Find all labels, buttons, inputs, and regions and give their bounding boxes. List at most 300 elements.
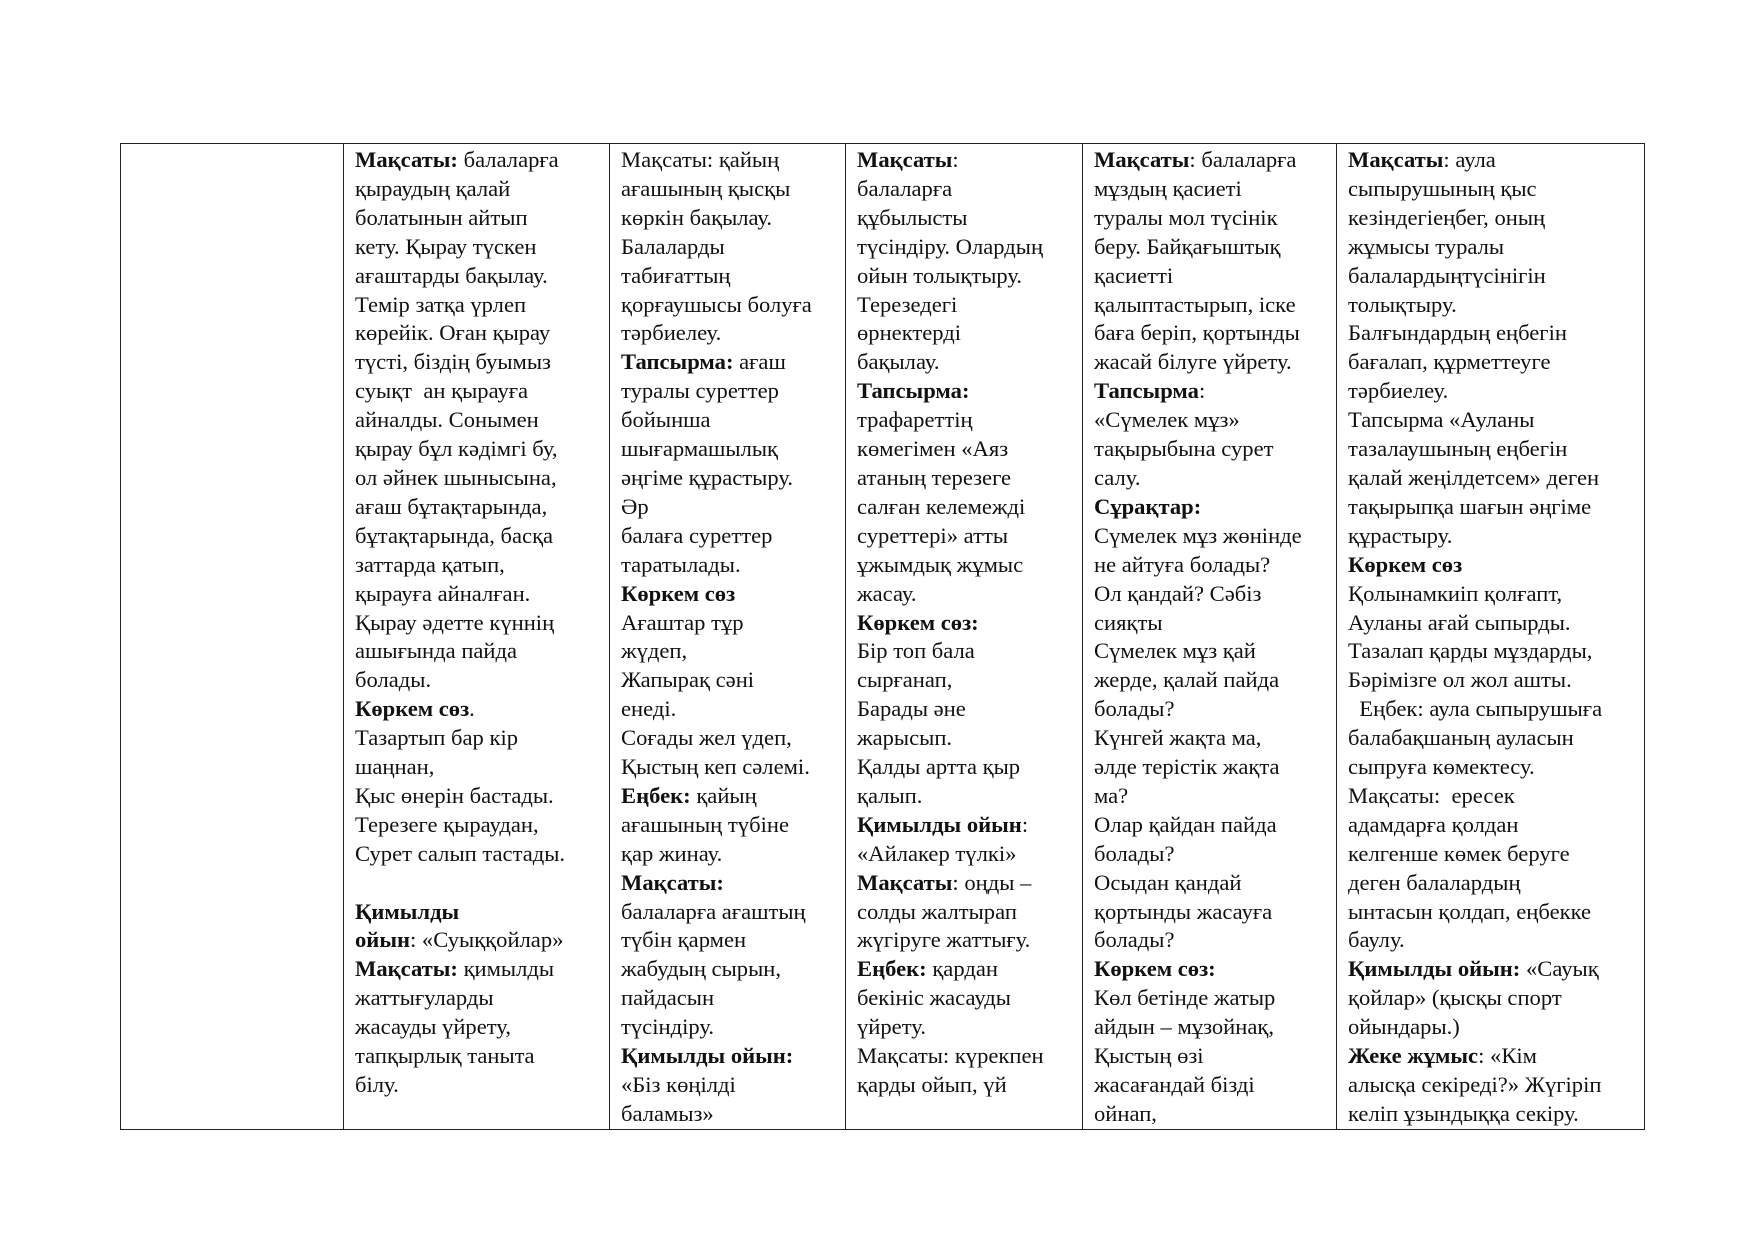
text-line [621,637,839,666]
text-segment: айдын – мұзойнақ, [1094,1014,1274,1040]
text-segment: ойын толықтыру. [857,262,1023,288]
bold-label: Қимылды ойын: [621,1043,794,1069]
text-segment: трафареттің [857,407,973,433]
text-segment: сыпруға көмектесу. [1348,754,1535,780]
text-line [621,724,839,753]
text-line [1094,435,1330,464]
text-line [1094,695,1330,724]
text-segment: Сурет салып тастады. [355,840,566,866]
text-line [1094,840,1330,869]
text-line [621,898,839,927]
text-line [621,580,839,609]
text-line [621,493,839,522]
text-line [857,955,1076,984]
text-segment: жасай білуге үйрету. [1094,349,1292,375]
text-segment: сырғанап, [857,667,953,693]
text-line [1348,753,1638,782]
text-line [1094,175,1330,204]
text-segment: ағашының қысқы [621,175,791,201]
text-line [1348,522,1638,551]
text-segment: Қырау әдетте күннің [355,609,555,635]
text-segment: Барады әне [857,696,966,722]
text-line [1348,926,1638,955]
text-segment: Тапсырма «Ауланы [1348,407,1535,433]
text-segment: мұздың қасиеті [1094,175,1242,201]
text-segment: . [469,696,475,722]
text-line [1094,811,1330,840]
text-line [1348,1013,1638,1042]
text-line [857,175,1076,204]
bold-label: Мақсаты: [621,869,724,895]
text-line [1348,175,1638,204]
text-segment: Ол қандай? Сәбіз [1094,580,1262,606]
text-line [1348,233,1638,262]
text-line [621,1071,839,1100]
text-line [355,898,603,927]
text-line [1094,609,1330,638]
text-segment: жүгіруге жаттығу. [857,927,1031,953]
text-line [355,1013,603,1042]
text-segment: сыпырушының қыс [1348,175,1537,201]
text-line [857,348,1076,377]
table-cell [1083,144,1337,1130]
text-line [355,348,603,377]
text-line [1348,637,1638,666]
lesson-plan-table [120,143,1645,1130]
text-line [621,204,839,233]
text-segment: «Айлакер түлкі» [857,840,1017,866]
bold-label: Тапсырма [1094,378,1199,404]
text-segment: Сүмелек мұз қай [1094,638,1256,664]
text-segment: деген балалардың [1348,869,1521,895]
bold-label: Мақсаты [1094,147,1190,172]
text-segment: Ағаштар тұр [621,609,744,635]
text-line [355,637,603,666]
text-segment: ынтасын қолдап, еңбекке [1348,898,1592,924]
text-segment: Олар қайдан пайда [1094,811,1277,837]
text-line [857,1013,1076,1042]
text-segment: атаның терезеге [857,464,1012,490]
text-segment: қыраудың қалай [355,175,511,201]
bold-label: Еңбек: [857,956,927,982]
text-segment: Тазалап қарды мұздарды, [1348,638,1593,664]
text-segment: жасау. [857,580,917,606]
text-segment: қарды ойып, үй [857,1072,1007,1097]
text-segment: Балаларды [621,233,725,259]
text-line [621,926,839,955]
text-segment: айналды. Сонымен [355,407,539,433]
bold-label: Сұрақтар: [1094,493,1202,519]
text-segment: баламыз» [621,1100,714,1126]
text-segment: «Сүмелек мұз» [1094,407,1240,433]
table-cell [344,144,610,1130]
text-segment: құрастыру. [1348,522,1453,548]
text-segment: жерде, қалай пайда [1094,667,1280,693]
text-line [857,782,1076,811]
text-segment: Тазартып бар кір [355,725,519,751]
text-segment: болады? [1094,927,1175,953]
text-segment: Бір топ бала [857,638,975,664]
text-line [857,753,1076,782]
text-segment: Мақсаты: күрекпен [857,1043,1044,1069]
text-line [857,724,1076,753]
text-line [1348,1042,1638,1071]
text-line [857,898,1076,927]
text-line [355,551,603,580]
text-segment: ойнап, [1094,1100,1157,1126]
text-line [1348,1071,1638,1100]
text-segment: Әр [621,493,649,519]
text-segment: Терезедегі [857,291,958,317]
text-segment: шығармашылық [621,436,779,462]
text-segment: қортынды жасауға [1094,898,1273,924]
bold-label: Тапсырма: [621,349,734,375]
text-segment: суықт ан қырауға [355,378,529,404]
text-line [857,666,1076,695]
text-line [857,493,1076,522]
bold-label: Мақсаты: [355,147,458,172]
text-line [621,522,839,551]
text-segment: көмегімен «Аяз [857,436,1009,462]
text-line [621,984,839,1013]
text-line [1348,348,1638,377]
empty-cell [121,144,344,1130]
text-line [1094,637,1330,666]
text-segment: «Сауық [1520,956,1599,982]
text-segment: түсіндіру. Олардың [857,233,1044,259]
bold-label: Мақсаты [857,869,953,895]
text-line [621,1013,839,1042]
text-line [621,233,839,262]
text-segment: балалардыңтүсінігін [1348,262,1546,288]
text-line [1094,406,1330,435]
text-segment: келгенше көмек беруге [1348,840,1570,866]
text-segment: : оңды – [952,869,1032,895]
bold-label: Қимылды [355,898,460,924]
text-segment: солды жалтырап [857,898,1017,924]
bold-label: Қимылды ойын [857,811,1022,837]
text-segment: : «Кім [1478,1043,1537,1069]
text-line [355,175,603,204]
text-segment: алысқа секіреді?» Жүгіріп [1348,1072,1602,1097]
text-line [1094,319,1330,348]
text-segment: кезіндегіеңбег, оның [1348,204,1546,230]
text-segment: табиғаттың [621,262,731,288]
text-line [621,348,839,377]
text-segment: Соғады жел үдеп, [621,725,792,751]
text-line [621,609,839,638]
text-segment: тазалаушының еңбегін [1348,436,1568,462]
text-segment: Қалды артта қыр [857,754,1021,780]
text-line [857,551,1076,580]
text-segment: өрнектерді [857,320,962,346]
text-line [857,233,1076,262]
text-segment: қалай жеңілдетсем» деген [1348,464,1600,490]
bold-label: Көркем сөз: [1094,956,1216,982]
text-segment: бағалап, құрметтеуге [1348,349,1551,375]
text-segment: әлде терістік жақта [1094,754,1280,780]
text-line [1094,464,1330,493]
text-line [857,840,1076,869]
text-segment: болатынын айтып [355,204,528,230]
text-segment: Балғындардың еңбегін [1348,320,1567,346]
text-line [857,262,1076,291]
text-line [355,926,603,955]
text-line [355,955,603,984]
text-segment: көрейік. Оған қырау [355,320,551,346]
text-segment: бекініс жасауды [857,985,1011,1011]
text-line [355,291,603,320]
text-segment: адамдарға қолдан [1348,811,1519,837]
text-segment: «Біз көңілді [621,1072,736,1097]
text-line [857,319,1076,348]
text-segment: Осыдан қандай [1094,869,1242,895]
text-line [355,1071,603,1100]
text-line [355,666,603,695]
text-segment: ашығында пайда [355,638,518,664]
text-segment: ма? [1094,782,1129,808]
text-line [1348,782,1638,811]
text-segment: не айтуға болады? [1094,551,1271,577]
bold-label: Тапсырма: [857,378,970,404]
text-line [1348,666,1638,695]
text-line [1348,869,1638,898]
text-line [355,464,603,493]
text-segment: ағашының түбіне [621,811,789,837]
text-segment: тапқырлық танытa [355,1043,535,1069]
text-segment: ағаш бұтақтарында, [355,493,548,519]
table-row [121,144,1645,1130]
text-line [1348,319,1638,348]
text-segment: баулу. [1348,927,1405,953]
text-line [857,522,1076,551]
table-cell [1337,144,1645,1130]
text-segment: қайың [690,782,757,808]
text-segment: жаттығуларды [355,985,494,1011]
text-line [355,695,603,724]
text-line [1094,1100,1330,1129]
text-line [1348,984,1638,1013]
text-line [1094,753,1330,782]
text-line [1348,955,1638,984]
text-line [857,1071,1076,1100]
text-segment: туралы суреттер [621,378,779,404]
text-line [1348,609,1638,638]
text-segment: қырау бұл кәдімгі бу, [355,436,558,462]
text-line [355,869,603,898]
text-line [857,406,1076,435]
bold-label: Еңбек: [621,782,691,808]
bold-label: Көркем сөз [1348,551,1463,577]
text-line [857,435,1076,464]
text-segment: салған келемежді [857,493,1026,519]
text-line [1348,291,1638,320]
text-line [857,637,1076,666]
text-line [1348,898,1638,927]
text-segment: балаларға [457,147,559,172]
text-segment: : [1198,378,1206,404]
text-line [857,580,1076,609]
text-line [621,695,839,724]
text-segment: әңгіме құрастыру. [621,464,794,490]
text-line [1348,146,1638,175]
text-segment: жабудың сырын, [621,956,781,982]
text-line [621,955,839,984]
text-line [621,1042,839,1071]
text-segment: жүдеп, [621,638,688,664]
text-segment: тақырыбына сурет [1094,436,1274,462]
text-line [1094,551,1330,580]
table-cell [846,144,1083,1130]
text-line [621,782,839,811]
text-segment: заттарда қатып, [355,551,505,577]
text-line [1348,464,1638,493]
text-line [1348,811,1638,840]
text-segment: тәрбиелеу. [621,320,722,346]
text-segment: тақырыпқа шағын әңгіме [1348,493,1592,519]
text-line [1348,435,1638,464]
text-segment: енеді. [621,696,677,722]
text-line [1348,262,1638,291]
text-line [857,464,1076,493]
text-line [1094,869,1330,898]
bold-label: Қимылды ойын: [1348,956,1521,982]
text-line [621,869,839,898]
text-line [355,233,603,262]
text-segment: Сүмелек мұз жөнінде [1094,522,1302,548]
text-segment: шаңнан, [355,754,435,780]
text-segment: Күнгей жақта ма, [1094,725,1262,751]
text-line [857,926,1076,955]
text-line [1348,724,1638,753]
bold-label: Көркем сөз [621,580,736,606]
text-segment: : [1021,811,1029,837]
text-line [621,811,839,840]
text-segment: білу. [355,1071,399,1097]
text-line [355,724,603,753]
text-segment: пайдасын [621,985,715,1011]
text-segment: қалып. [857,782,923,808]
text-segment: балабақшаның ауласын [1348,725,1574,751]
text-segment: қимылды [457,956,555,982]
text-line [621,435,839,464]
text-segment: ол әйнек шынысына, [355,464,557,490]
text-line [621,291,839,320]
table-cell [610,144,846,1130]
text-line [355,319,603,348]
text-line [355,811,603,840]
text-line [355,377,603,406]
text-segment: сияқты [1094,609,1163,635]
text-segment: қорғаушысы болуға [621,291,812,317]
text-segment: Қыстың кеп сәлемі. [621,754,810,780]
text-line [1094,493,1330,522]
text-line [857,146,1076,175]
text-line [355,493,603,522]
text-segment: бұтақтарында, басқа [355,522,554,548]
text-line [857,204,1076,233]
text-line [857,609,1076,638]
text-line [1348,551,1638,580]
text-line [621,175,839,204]
text-line [1094,580,1330,609]
text-line [355,782,603,811]
text-segment: суреттері» атты [857,522,1009,548]
text-line [1348,204,1638,233]
bold-label: Көркем сөз: [857,609,979,635]
text-segment: қалыптастырып, іске [1094,291,1296,317]
text-line [355,435,603,464]
text-segment: ағаштарды бақылау. [355,262,548,288]
text-segment: түсіндіру. [621,1014,715,1040]
bold-label: Көркем сөз [355,696,470,722]
bold-label: Жеке жұмыс [1348,1043,1479,1069]
text-segment: болады? [1094,840,1175,866]
text-segment: болады. [355,667,432,693]
text-segment: бақылау. [857,349,940,375]
text-line [1094,955,1330,984]
text-line [355,262,603,291]
text-line [355,609,603,638]
text-line [1094,984,1330,1013]
text-line [857,811,1076,840]
text-segment: үйрету. [857,1014,926,1040]
text-segment: тәрбиелеу. [1348,378,1449,404]
text-segment: Көл бетінде жатыр [1094,985,1276,1011]
text-line [857,869,1076,898]
text-segment: көркін бақылау. [621,204,773,230]
text-line [355,146,603,175]
text-line [1094,233,1330,262]
bold-label: ойын [355,927,410,953]
text-segment: Қыс өнерін бастады. [355,782,554,808]
text-segment: : [952,147,959,172]
text-segment: жасағандай бізді [1094,1072,1255,1097]
text-line [1094,1013,1330,1042]
text-line [621,319,839,348]
bold-label: Мақсаты [1348,147,1444,172]
text-segment: түбін қармен [621,927,747,953]
text-line [1094,1042,1330,1071]
text-segment: Темір затқа үрлеп [355,291,527,317]
text-line [1094,522,1330,551]
text-segment: туралы мол түсінік [1094,204,1278,230]
text-segment: Ауланы ағай сыпырды. [1348,609,1571,635]
text-line [621,262,839,291]
text-segment: ойындары.) [1348,1014,1460,1040]
text-segment: қырауға айналған. [355,580,531,606]
text-line [1094,1071,1330,1100]
text-segment: Еңбек: аула сыпырушыға [1348,696,1603,722]
text-line [355,753,603,782]
text-line [355,522,603,551]
text-segment: : «Суыққойлар» [409,927,564,953]
text-line [355,840,603,869]
text-segment: жарысып. [857,725,953,751]
text-line [1094,898,1330,927]
text-line [1094,377,1330,406]
text-segment: жасауды үйрету, [355,1014,511,1040]
text-segment: жұмысы туралы [1348,233,1505,259]
text-line [621,551,839,580]
text-line [621,1100,839,1129]
bold-label: Мақсаты: [355,956,458,982]
text-segment: : балаларға [1189,147,1297,172]
text-segment: қасиетті [1094,262,1174,288]
text-line [857,291,1076,320]
text-segment: құбылысты [857,204,968,230]
text-segment: баға беріп, қортынды [1094,320,1300,346]
